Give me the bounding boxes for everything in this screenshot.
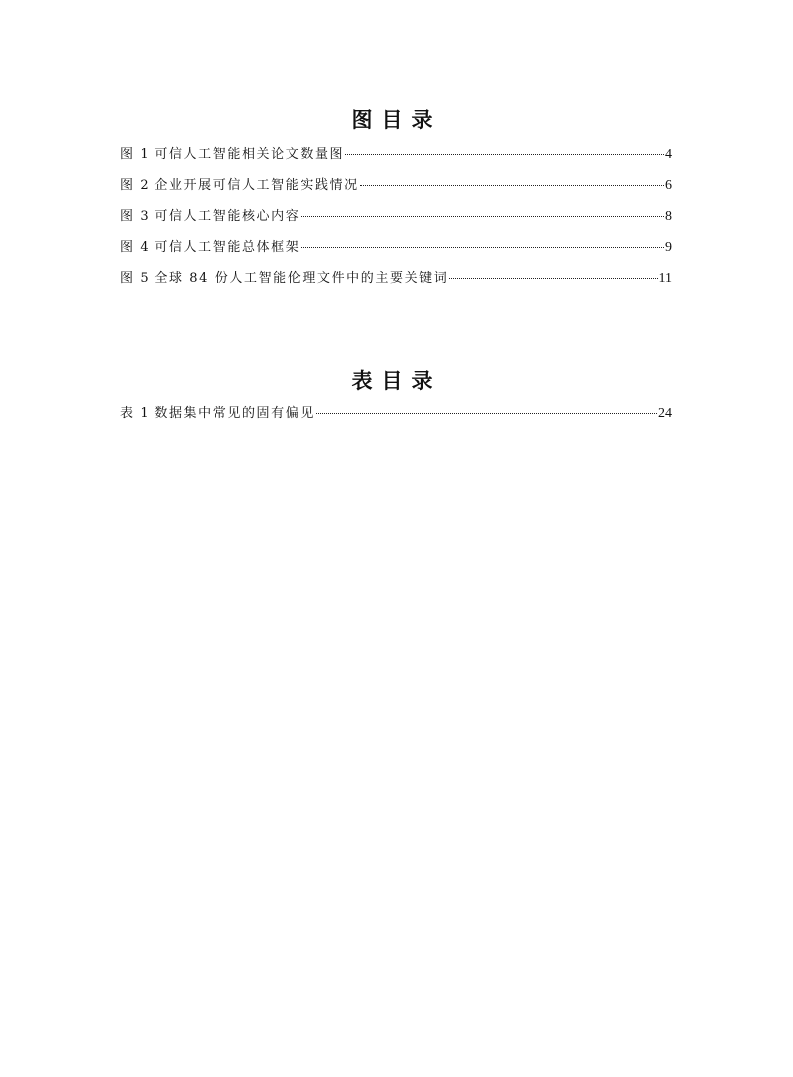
- toc-entry-prefix: 图 1: [120, 147, 151, 162]
- toc-entry-prefix: 图 4: [120, 240, 151, 255]
- toc-entry-figure-5[interactable]: [120, 263, 672, 294]
- dot-leader: [449, 278, 657, 279]
- toc-entry-page: 9: [665, 240, 672, 255]
- table-index-list: [120, 398, 672, 429]
- dot-leader: [345, 154, 664, 155]
- toc-entry-figure-4[interactable]: [120, 232, 672, 263]
- toc-entry-prefix: 表 1: [120, 406, 151, 421]
- dot-leader: [301, 247, 664, 248]
- table-index-title: 表目录: [351, 369, 442, 393]
- toc-entry-label: 企业开展可信人工智能实践情况: [154, 178, 359, 193]
- toc-entry-label: 全球 84 份人工智能伦理文件中的主要关键词: [154, 271, 449, 286]
- toc-entry-label: 可信人工智能核心内容: [154, 209, 301, 224]
- toc-entry-table-1[interactable]: [120, 398, 672, 429]
- figure-index-title: 图目录: [351, 108, 442, 132]
- toc-entry-page: 24: [658, 406, 672, 421]
- toc-entry-page: 4: [665, 147, 672, 162]
- dot-leader: [316, 413, 657, 414]
- dot-leader: [360, 185, 664, 186]
- toc-entry-page: 8: [665, 209, 672, 224]
- toc-entry-figure-2[interactable]: [120, 170, 672, 201]
- toc-entry-page: 11: [658, 271, 672, 286]
- toc-entry-label: 可信人工智能相关论文数量图: [154, 147, 345, 162]
- toc-entry-prefix: 图 3: [120, 209, 151, 224]
- toc-entry-label: 可信人工智能总体框架: [154, 240, 301, 255]
- toc-entry-figure-3[interactable]: [120, 201, 672, 232]
- toc-entry-figure-1[interactable]: [120, 139, 672, 170]
- toc-entry-label: 数据集中常见的固有偏见: [154, 406, 315, 421]
- toc-entry-page: 6: [665, 178, 672, 193]
- figure-index-list: [120, 139, 672, 294]
- toc-entry-prefix: 图 5: [120, 271, 151, 286]
- toc-entry-prefix: 图 2: [120, 178, 151, 193]
- dot-leader: [301, 216, 664, 217]
